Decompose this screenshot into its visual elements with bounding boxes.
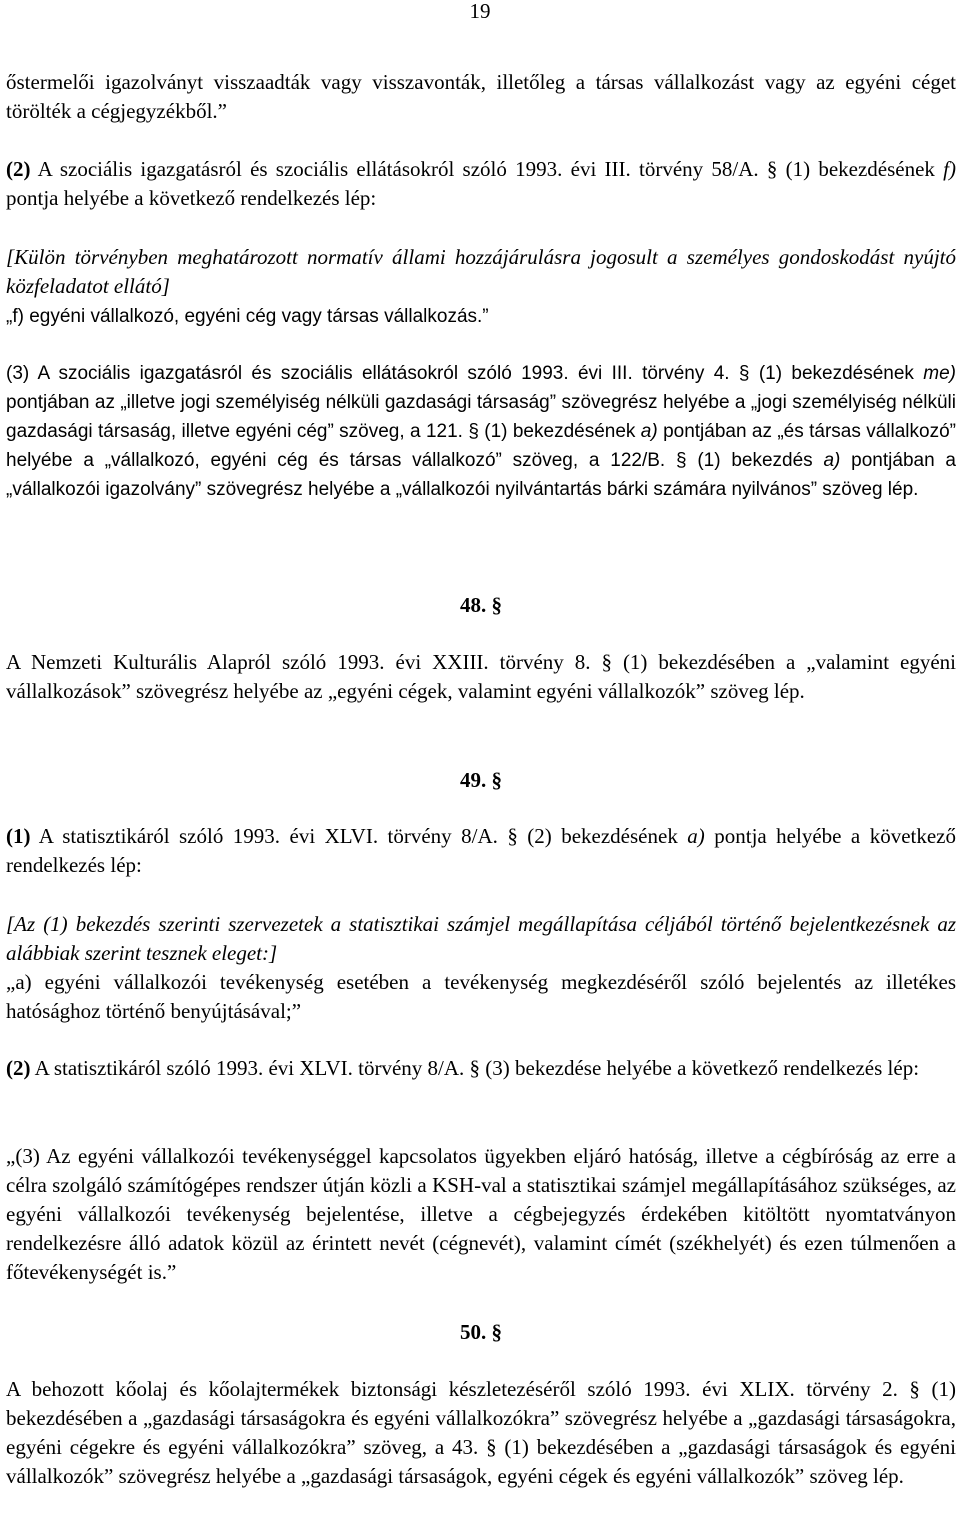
quoted-line-2: [6, 968, 956, 1026]
paragraph-49-1: [6, 822, 956, 880]
point-ref: a): [823, 450, 841, 471]
paragraph-number: (1): [6, 824, 31, 848]
section-heading-50: 50. §: [460, 1320, 502, 1344]
paragraph-text: pontjában az „illetve jogi személyiség nélküli gazdasági társaság” szövegrész helyébe a „jogi személyiség nélküli gazdasági társaság, illetve egyéni cég” szöveg, a 121. § (1) bekezdésének: [6, 392, 956, 442]
paragraph-49-2: [6, 1054, 956, 1083]
section-heading-48: 48. §: [460, 593, 502, 617]
paragraph-text: „(3) Az egyéni vállalkozói tevékenységgel kapcsolatos ügyekben eljáró hatóság, illetve a cégbíróság az erre a célra szolgáló számítógépes rendszer útján közli a KSH-val a statisztikai számjel megállapításához szükséges, az egyéni vállalkozói tevékenység bejelentése, illetve a cégbejegyzés érdekében kitöltött nyomtatványon rendelkezésre álló adatok közül az érintett nevét (cégnevét), valamint címét (székhelyét) és ezen túlmenően a főtevékenységét is.”: [6, 1144, 956, 1284]
paragraph-text: pontjában az „és társas vállalkozó” helyébe a „vállalkozó, egyéni cég és társas vállalkozó” szöveg, a 122/B. § (1) bekezdés: [6, 421, 956, 471]
page-number: 19: [469, 0, 491, 23]
paragraph-3: [6, 359, 956, 504]
quoted-heading-2: [6, 910, 956, 968]
section-heading-49: 49. §: [460, 768, 502, 792]
paragraph-number: (2): [6, 1056, 31, 1080]
paragraph-text: A szociális igazgatásról és szociális ellátásokról szóló 1993. évi III. törvény 58/A. § (1) bekezdésének: [30, 157, 944, 181]
quoted-paragraph: [6, 1142, 956, 1287]
paragraph-text: A behozott kőolaj és kőolajtermékek biztonsági készletezéséről szóló 1993. évi XLIX. törvény 2. § (1) bekezdésében a „gazdasági társaságokra és egyéni vállalkozókra” szövegrész helyébe a „gazdasági társaságokra, egyéni cégekre és egyéni vállalkozókra” szöveg, a 43. § (1) bekezdésében a „gazdasági társaságok és egyéni vállalkozók” szövegrész helyébe a „gazdasági társaságok, egyéni cégek és egyéni vállalkozók” szöveg lép.: [6, 1377, 956, 1488]
point-ref: me): [923, 363, 956, 384]
quoted-line-text: „a) egyéni vállalkozói tevékenység esetében a tevékenység megkezdéséről szóló bejelentés az illetékes hatósághoz történő benyújtásával;”: [6, 970, 956, 1023]
paragraph-text: (3) A szociális igazgatásról és szociális ellátásokról szóló 1993. évi III. törvény 4. § (1) bekezdésének: [6, 363, 924, 384]
paragraph-text: A Nemzeti Kulturális Alapról szóló 1993. évi XXIII. törvény 8. § (1) bekezdésében a „valamint egyéni vállalkozások” szövegrész helyébe az „egyéni cégek, valamint egyéni vállalkozók” szöveg lép.: [6, 650, 956, 703]
paragraph-text: pontja helyébe a következő rendelkezés lép:: [6, 824, 956, 877]
point-ref: f): [943, 157, 956, 181]
paragraph-text: őstermelői igazolványt visszaadták vagy visszavonták, illetőleg a társas vállalkozást vagy az egyéni céget törölték a cégjegyzékből.”: [6, 70, 956, 123]
paragraph-50: [6, 1375, 956, 1491]
paragraph-48: [6, 648, 956, 706]
paragraph-2: [6, 155, 956, 213]
quoted-heading-text: [Az (1) bekezdés szerinti szervezetek a statisztikai számjel megállapítása céljából történő bejelentkezésnek az alábbiak szerint tesznek eleget:]: [6, 912, 956, 965]
paragraph-intro: [6, 68, 956, 126]
point-ref: a): [640, 421, 658, 442]
quoted-heading: [6, 243, 956, 301]
paragraph-number: (2): [6, 157, 31, 181]
quoted-heading-text: [Külön törvényben meghatározott normatív állami hozzájárulásra jogosult a személyes gondoskodást nyújtó közfeladatot ellátó]: [6, 245, 956, 298]
paragraph-text: A statisztikáról szóló 1993. évi XLVI. törvény 8/A. § (3) bekezdése helyébe a következő rendelkezés lép:: [30, 1056, 920, 1080]
quoted-line-text: „f) egyéni vállalkozó, egyéni cég vagy társas vállalkozás.”: [6, 306, 489, 327]
paragraph-text: pontjában a „vállalkozói igazolvány” szövegrész helyébe a „vállalkozói nyilvántartás bárki számára nyilvános” szöveg lép.: [6, 450, 957, 500]
paragraph-text: A statisztikáról szóló 1993. évi XLVI. törvény 8/A. § (2) bekezdésének: [30, 824, 688, 848]
paragraph-text: pontja helyébe a következő rendelkezés lép:: [6, 186, 377, 210]
quoted-line: [6, 302, 956, 331]
point-ref: a): [687, 824, 705, 848]
